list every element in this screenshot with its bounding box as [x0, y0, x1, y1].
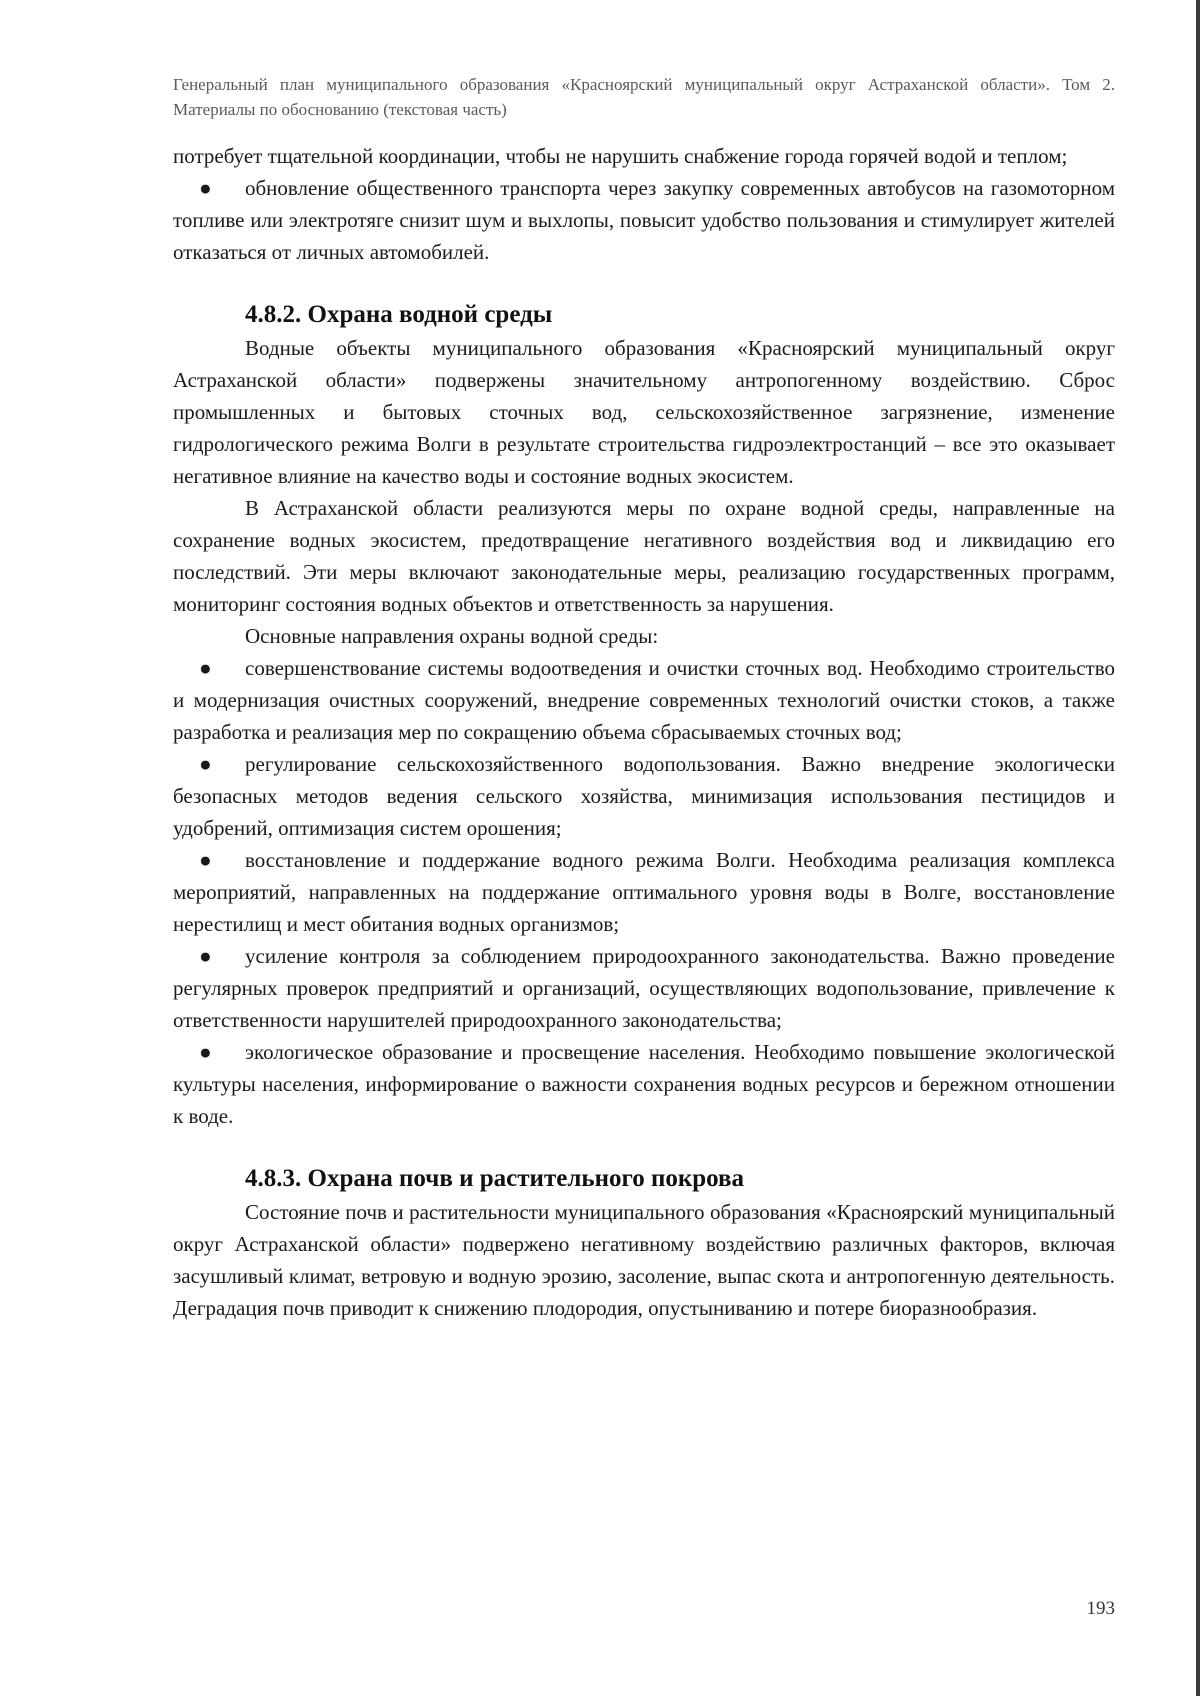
paragraph: В Астраханской области реализуются меры по охране водной среды, направленные на сохранение водных экосистем, предотвращение негативного воздействия вод и ликвидацию его последствий. Эти меры включают законодательные меры, реализацию государственных программ, мониторинг состояния водных объектов и ответственность за нарушения.	[173, 496, 1115, 616]
page-edge-shadow	[1196, 0, 1200, 1696]
list-item	[173, 940, 1115, 1036]
page-content	[173, 140, 1115, 1324]
bullet-icon: ●	[199, 1040, 212, 1064]
paragraph: Основные направления охраны водной среды:	[245, 624, 659, 648]
list-item	[173, 748, 1115, 844]
bullet-icon: ●	[199, 656, 212, 680]
list-item-text: совершенствование системы водоотведения и очистки сточных вод. Необходимо строительство и модернизация очистных сооружений, внедрение современных технологий очистки стоков, а также разработка и реализация мер по сокращению объема сбрасываемых сточных вод;	[173, 656, 1115, 744]
list-item	[173, 1036, 1115, 1132]
page-number: 193	[1086, 1598, 1115, 1619]
list-item	[173, 652, 1115, 748]
paragraph: Водные объекты муниципального образования «Красноярский муниципальный округ Астраханской области» подвержены значительному антропогенному воздействию. Сброс промышленных и бытовых сточных вод, сельскохозяйственное загрязнение, изменение гидрологического режима Волги в результате строительства гидроэлектростанций – все это оказывает негативное влияние на качество воды и состояние водных экосистем.	[173, 336, 1115, 488]
list-item	[173, 172, 1115, 268]
continuation-paragraph: потребует тщательной координации, чтобы не нарушить снабжение города горячей водой и теплом;	[173, 144, 1068, 168]
list-item-text: усиление контроля за соблюдением природоохранного законодательства. Важно проведение регулярных проверок предприятий и организаций, осуществляющих водопользование, привлечение к ответственности нарушителей природоохранного законодательства;	[173, 944, 1115, 1032]
bullet-icon: ●	[199, 944, 212, 968]
list-item-text: обновление общественного транспорта через закупку современных автобусов на газомоторном топливе или электротяге снизит шум и выхлопы, повысит удобство пользования и стимулирует жителей отказаться от личных автомобилей.	[173, 176, 1115, 264]
bullet-icon: ●	[199, 176, 212, 200]
section-heading-4-8-2: 4.8.2. Охрана водной среды	[245, 301, 553, 328]
bullet-icon: ●	[199, 752, 212, 776]
section-heading-4-8-3: 4.8.3. Охрана почв и растительного покрова	[245, 1165, 745, 1192]
list-item-text: восстановление и поддержание водного режима Волги. Необходима реализация комплекса мероприятий, направленных на поддержание оптимального уровня воды в Волге, восстановление нерестилищ и мест обитания водных организмов;	[173, 848, 1115, 936]
paragraph: Состояние почв и растительности муниципального образования «Красноярский муниципальный округ Астраханской области» подвержено негативному воздействию различных факторов, включая засушливый климат, ветровую и водную эрозию, засоление, выпас скота и антропогенную деятельность. Деградация почв приводит к снижению плодородия, опустыниванию и потере биоразнообразия.	[173, 1200, 1115, 1320]
bullet-icon: ●	[199, 848, 212, 872]
running-header: Генеральный план муниципального образования «Красноярский муниципальный округ Астраханской области». Том 2. Материалы по обоснованию (текстовая часть)	[173, 75, 1115, 119]
list-item-text: экологическое образование и просвещение населения. Необходимо повышение экологической культуры населения, информирование о важности сохранения водных ресурсов и бережном отношении к воде.	[173, 1040, 1115, 1128]
list-item	[173, 844, 1115, 940]
list-item-text: регулирование сельскохозяйственного водопользования. Важно внедрение экологически безопасных методов ведения сельского хозяйства, минимизация использования пестицидов и удобрений, оптимизация систем орошения;	[173, 752, 1115, 840]
